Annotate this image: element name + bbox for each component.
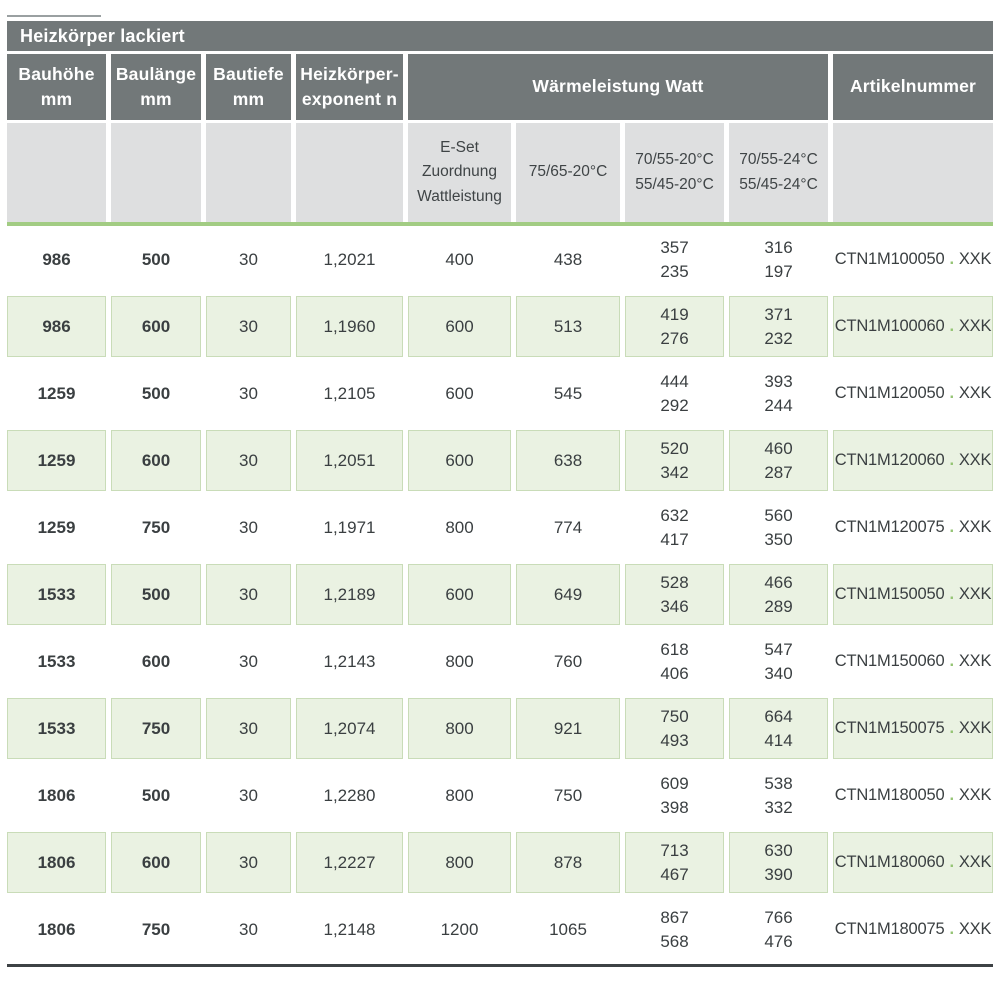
cell-bauhoehe: 1259 — [37, 383, 76, 403]
cell-watt-7565: 774 — [553, 517, 583, 537]
cell-baulaenge: 600 — [111, 430, 201, 491]
cell-watt-7055-20 — [625, 698, 724, 759]
article-code: CTN1M150075 — [834, 718, 945, 737]
watt-value-low: 493 — [660, 730, 689, 750]
header-label: Wärmeleistung Watt — [532, 76, 704, 97]
green-dot-separator: . — [949, 718, 954, 737]
watt-value-low: 340 — [764, 663, 793, 683]
cell-watt-7055-24 — [729, 360, 828, 427]
subheader-eset — [408, 123, 511, 222]
green-dot-separator: . — [949, 852, 954, 871]
cell-bauhoehe: 1533 — [37, 651, 76, 671]
radiator-spec-table — [7, 21, 993, 967]
cell-bautiefe: 30 — [206, 832, 291, 893]
green-dot-separator: . — [949, 249, 954, 268]
watt-value-high: 538 — [764, 773, 793, 793]
article-code: CTN1M120060 — [834, 450, 945, 469]
subheader-7055-24 — [729, 123, 828, 222]
table-row — [7, 226, 993, 293]
cell-eset-wattleistung: 800 — [445, 651, 474, 671]
cell-bautiefe: 30 — [239, 785, 258, 805]
cell-exponent: 1,2148 — [323, 919, 376, 939]
table-title: Heizkörper lackiert — [20, 25, 185, 46]
subheader-empty-bautiefe — [206, 123, 291, 222]
subheader-label: 75/65-20°C — [528, 163, 608, 181]
cell-bautiefe: 30 — [239, 651, 258, 671]
header-label: mm — [140, 89, 172, 109]
cell-exponent: 1,1960 — [296, 296, 403, 357]
cell-bauhoehe: 1806 — [37, 919, 76, 939]
green-dot-separator: . — [949, 316, 954, 335]
watt-value-low: 476 — [764, 931, 793, 951]
watt-value-high: 630 — [764, 840, 793, 860]
watt-value-high: 371 — [764, 304, 793, 324]
cell-exponent: 1,2074 — [296, 698, 403, 759]
header-label: Baulänge — [115, 63, 197, 84]
watt-value-low: 292 — [660, 395, 689, 415]
article-code: CTN1M150060 — [834, 651, 945, 670]
cell-baulaenge: 500 — [141, 383, 171, 403]
cell-eset-wattleistung: 800 — [408, 698, 511, 759]
watt-value-high: 664 — [764, 706, 793, 726]
article-suffix: XXK — [958, 383, 992, 402]
watt-value-low: 350 — [764, 529, 793, 549]
cell-watt-7565: 1065 — [549, 919, 587, 939]
watt-value-low: 287 — [764, 462, 793, 482]
cell-exponent: 1,2227 — [296, 832, 403, 893]
article-suffix: XXK — [958, 852, 992, 871]
cell-eset-wattleistung: 1200 — [440, 919, 479, 939]
cell-watt-7055-20 — [625, 296, 724, 357]
table-row — [7, 561, 993, 628]
subheader-label: 70/55-24°C — [739, 151, 818, 169]
cell-exponent: 1,2105 — [323, 383, 376, 403]
table-row — [7, 829, 993, 896]
watt-value-low: 568 — [660, 931, 689, 951]
subheader-label: 55/45-20°C — [635, 175, 714, 193]
column-header-baulaenge — [111, 54, 201, 120]
green-dot-separator: . — [949, 517, 954, 536]
watt-value-high: 419 — [660, 304, 689, 324]
cell-artikelnummer — [833, 494, 993, 561]
column-header-artikelnummer — [833, 54, 993, 120]
cell-bauhoehe: 986 — [42, 249, 71, 269]
cell-artikelnummer — [833, 564, 993, 625]
watt-value-low: 244 — [764, 395, 793, 415]
green-dot-separator: . — [949, 584, 954, 603]
cell-exponent: 1,2189 — [296, 564, 403, 625]
cell-watt-7565: 649 — [516, 564, 620, 625]
watt-value-high: 520 — [660, 438, 689, 458]
article-code: CTN1M100060 — [834, 316, 945, 335]
cell-bautiefe: 30 — [239, 517, 258, 537]
article-code: CTN1M180060 — [834, 852, 945, 871]
article-suffix: XXK — [958, 316, 992, 335]
subheader-empty-bauhoehe — [7, 123, 106, 222]
watt-value-high: 867 — [660, 907, 689, 927]
watt-value-high: 528 — [660, 572, 689, 592]
watt-value-low: 332 — [764, 797, 793, 817]
subheader-7055-20 — [625, 123, 724, 222]
subheader-label: Wattleistung — [417, 187, 502, 205]
cell-bautiefe: 30 — [206, 698, 291, 759]
subheader-empty-baulaenge — [111, 123, 201, 222]
cell-baulaenge: 750 — [111, 698, 201, 759]
cell-artikelnummer — [833, 430, 993, 491]
article-code: CTN1M120050 — [834, 383, 945, 402]
subheader-row — [7, 123, 993, 222]
header-label: exponent n — [301, 89, 398, 109]
watt-value-high: 444 — [660, 371, 689, 391]
cell-eset-wattleistung: 600 — [445, 383, 474, 403]
cell-eset-wattleistung: 800 — [445, 785, 474, 805]
table-title-bar — [7, 21, 993, 51]
cell-artikelnummer — [833, 628, 993, 695]
subheader-label: Zuordnung — [422, 163, 497, 181]
cell-eset-wattleistung: 600 — [408, 564, 511, 625]
cell-watt-7565: 750 — [553, 785, 583, 805]
cell-watt-7055-24 — [729, 226, 828, 293]
watt-value-high: 547 — [764, 639, 793, 659]
green-dot-separator: . — [949, 919, 954, 938]
watt-value-low: 235 — [660, 261, 689, 281]
watt-value-low: 197 — [764, 261, 793, 281]
cell-artikelnummer — [833, 762, 993, 829]
cell-watt-7055-20 — [625, 896, 724, 963]
cell-bauhoehe: 1806 — [37, 785, 76, 805]
cell-artikelnummer — [833, 896, 993, 963]
watt-value-high: 766 — [764, 907, 793, 927]
cell-bautiefe: 30 — [206, 430, 291, 491]
watt-value-low: 390 — [764, 864, 793, 884]
article-code: CTN1M100050 — [834, 249, 945, 268]
table-row — [7, 695, 993, 762]
cell-bautiefe: 30 — [239, 383, 258, 403]
cell-watt-7565: 921 — [516, 698, 620, 759]
table-row — [7, 494, 993, 561]
cell-baulaenge: 750 — [141, 919, 171, 939]
green-dot-separator: . — [949, 785, 954, 804]
cell-artikelnummer — [833, 296, 993, 357]
cell-bauhoehe: 1259 — [37, 517, 76, 537]
green-dot-separator: . — [949, 651, 954, 670]
cell-bautiefe: 30 — [206, 564, 291, 625]
column-header-waermeleistung — [408, 54, 828, 120]
cell-artikelnummer — [833, 832, 993, 893]
watt-value-high: 750 — [660, 706, 689, 726]
cell-baulaenge: 600 — [111, 832, 201, 893]
cell-artikelnummer — [833, 226, 993, 293]
article-suffix: XXK — [958, 517, 992, 536]
watt-value-high: 393 — [764, 371, 793, 391]
green-dot-separator: . — [949, 450, 954, 469]
crop-mark-line — [7, 15, 101, 17]
cell-watt-7055-24 — [729, 564, 828, 625]
watt-value-low: 346 — [660, 596, 689, 616]
watt-value-low: 289 — [764, 596, 793, 616]
table-row — [7, 628, 993, 695]
cell-exponent: 1,2280 — [323, 785, 376, 805]
cell-watt-7055-24 — [729, 762, 828, 829]
article-suffix: XXK — [958, 249, 992, 268]
watt-value-low: 467 — [660, 864, 689, 884]
article-suffix: XXK — [958, 919, 992, 938]
watt-value-low: 406 — [660, 663, 689, 683]
subheader-label: 70/55-20°C — [635, 151, 714, 169]
column-header-bautiefe — [206, 54, 291, 120]
cell-watt-7055-20 — [625, 494, 724, 561]
cell-artikelnummer — [833, 360, 993, 427]
cell-baulaenge: 600 — [111, 296, 201, 357]
watt-value-low: 232 — [764, 328, 793, 348]
header-label: mm — [40, 89, 73, 109]
cell-watt-7055-24 — [729, 494, 828, 561]
cell-bautiefe: 30 — [239, 919, 258, 939]
watt-value-low: 398 — [660, 797, 689, 817]
subheader-label: E-Set — [440, 139, 479, 157]
header-label: Bautiefe — [213, 63, 284, 84]
cell-exponent: 1,2051 — [296, 430, 403, 491]
cell-exponent: 1,2143 — [323, 651, 376, 671]
article-suffix: XXK — [958, 785, 992, 804]
article-suffix: XXK — [958, 450, 992, 469]
cell-watt-7055-20 — [625, 564, 724, 625]
cell-artikelnummer — [833, 698, 993, 759]
cell-watt-7055-20 — [625, 226, 724, 293]
cell-bauhoehe: 1533 — [7, 698, 106, 759]
watt-value-high: 316 — [764, 237, 793, 257]
cell-exponent: 1,2021 — [323, 249, 376, 269]
cell-watt-7055-24 — [729, 698, 828, 759]
article-suffix: XXK — [958, 651, 992, 670]
cell-baulaenge: 500 — [141, 785, 171, 805]
watt-value-high: 609 — [660, 773, 689, 793]
watt-value-high: 713 — [660, 840, 689, 860]
column-header-exponent — [296, 54, 403, 120]
cell-baulaenge: 600 — [141, 651, 171, 671]
article-code: CTN1M180050 — [834, 785, 945, 804]
cell-baulaenge: 500 — [111, 564, 201, 625]
column-header-bauhoehe — [7, 54, 106, 120]
cell-watt-7565: 438 — [553, 249, 583, 269]
cell-bauhoehe: 1259 — [7, 430, 106, 491]
cell-watt-7055-20 — [625, 832, 724, 893]
watt-value-low: 417 — [660, 529, 689, 549]
cell-eset-wattleistung: 600 — [408, 296, 511, 357]
cell-bauhoehe: 1806 — [7, 832, 106, 893]
cell-watt-7055-20 — [625, 628, 724, 695]
article-suffix: XXK — [958, 718, 992, 737]
watt-value-high: 460 — [764, 438, 793, 458]
cell-baulaenge: 500 — [141, 249, 171, 269]
watt-value-high: 632 — [660, 505, 689, 525]
cell-exponent: 1,1971 — [323, 517, 376, 537]
subheader-empty-artikelnummer — [833, 123, 993, 222]
table-row — [7, 896, 993, 963]
watt-value-low: 276 — [660, 328, 689, 348]
header-label: Heizkörper- — [300, 63, 399, 84]
article-code: CTN1M150050 — [834, 584, 945, 603]
subheader-label: 55/45-24°C — [739, 175, 818, 193]
table-body — [7, 226, 993, 963]
bottom-border — [7, 964, 993, 967]
watt-value-high: 466 — [764, 572, 793, 592]
cell-watt-7055-24 — [729, 896, 828, 963]
table-row — [7, 427, 993, 494]
cell-watt-7055-24 — [729, 832, 828, 893]
article-code: CTN1M180075 — [834, 919, 945, 938]
table-row — [7, 293, 993, 360]
green-dot-separator: . — [949, 383, 954, 402]
article-code: CTN1M120075 — [834, 517, 945, 536]
subheader-7565 — [516, 123, 620, 222]
cell-bautiefe: 30 — [206, 296, 291, 357]
watt-value-high: 560 — [764, 505, 793, 525]
watt-value-low: 342 — [660, 462, 689, 482]
cell-watt-7565: 760 — [553, 651, 583, 671]
cell-watt-7565: 878 — [516, 832, 620, 893]
table-row — [7, 762, 993, 829]
cell-watt-7565: 513 — [516, 296, 620, 357]
header-label: mm — [232, 89, 265, 109]
cell-eset-wattleistung: 800 — [445, 517, 474, 537]
table-row — [7, 360, 993, 427]
cell-eset-wattleistung: 400 — [445, 249, 474, 269]
cell-bauhoehe: 1533 — [7, 564, 106, 625]
cell-watt-7055-20 — [625, 430, 724, 491]
cell-eset-wattleistung: 800 — [408, 832, 511, 893]
article-suffix: XXK — [958, 584, 992, 603]
header-label: Artikelnummer — [849, 76, 977, 97]
cell-watt-7055-24 — [729, 430, 828, 491]
subheader-empty-exponent — [296, 123, 403, 222]
cell-watt-7565: 545 — [553, 383, 583, 403]
cell-bautiefe: 30 — [239, 249, 258, 269]
watt-value-high: 618 — [660, 639, 689, 659]
header-row — [7, 54, 993, 120]
cell-baulaenge: 750 — [141, 517, 171, 537]
cell-eset-wattleistung: 600 — [408, 430, 511, 491]
cell-watt-7565: 638 — [516, 430, 620, 491]
watt-value-high: 357 — [660, 237, 689, 257]
header-label: Bauhöhe — [18, 63, 95, 84]
cell-watt-7055-24 — [729, 628, 828, 695]
cell-bauhoehe: 986 — [7, 296, 106, 357]
cell-watt-7055-20 — [625, 762, 724, 829]
watt-value-low: 414 — [764, 730, 793, 750]
cell-watt-7055-24 — [729, 296, 828, 357]
cell-watt-7055-20 — [625, 360, 724, 427]
